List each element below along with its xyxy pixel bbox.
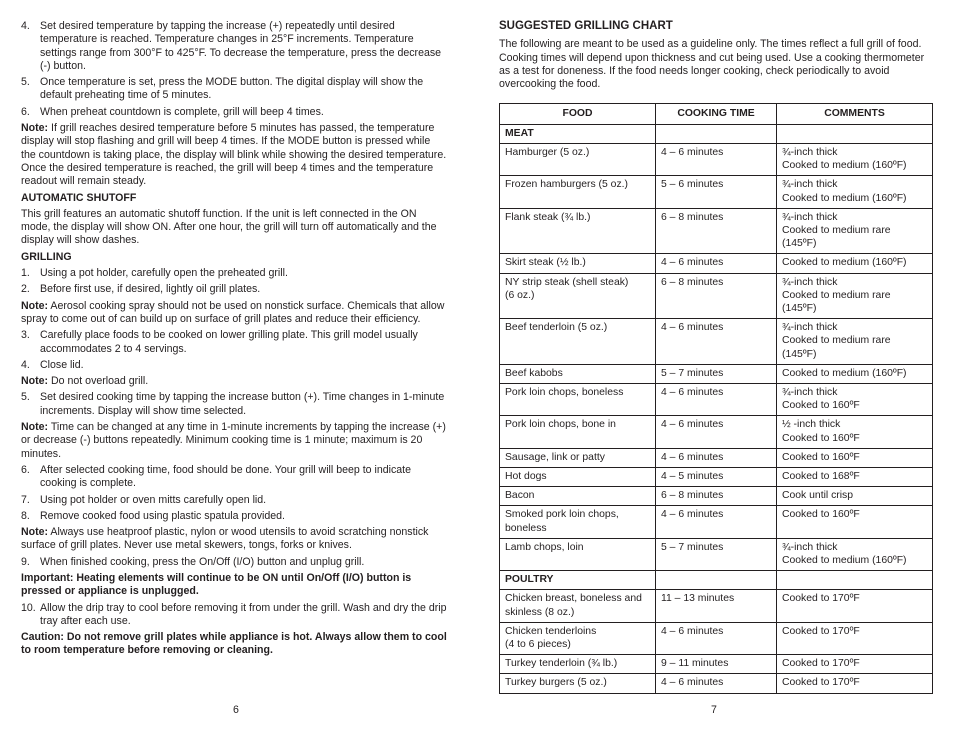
note-label: Note: [21,421,49,434]
cell-food: Pork loin chops, boneless [500,383,656,415]
table-row [500,506,933,538]
step-number: 9. [21,555,30,568]
table-header-row [500,104,933,124]
cell-comments: ¾-inch thick Cooked to medium (160ºF) [777,538,933,570]
left-page [21,20,447,661]
table-row [500,467,933,486]
instruction-step [21,510,447,523]
note-text: Do not overload grill. [48,375,149,388]
cell-time: 4 – 6 minutes [656,416,777,448]
instruction-step [21,329,447,356]
step-text: Set desired cooking time by tapping the increase button (+). Time changes in 1-minute increments. Display will show time selected. [40,391,445,417]
table-row [500,364,933,383]
cell-time: 9 – 11 minutes [656,655,777,674]
cell-comments: Cook until crisp [777,487,933,506]
step-number: 4. [21,358,30,371]
instruction-step [21,20,447,73]
cell-food: Beef kabobs [500,364,656,383]
cell-food: Frozen hamburgers (5 oz.) [500,176,656,208]
instruction-step [21,283,447,296]
note-paragraph [21,526,447,553]
cell-food: Bacon [500,487,656,506]
step-number: 6. [21,463,30,476]
cell-comments: Cooked to medium (160ºF) [777,364,933,383]
step-number: 3. [21,329,30,342]
table-row [500,655,933,674]
cell-food: MEAT [500,124,656,143]
instruction-step [21,76,447,103]
cell-food: Lamb chops, loin [500,538,656,570]
step-number: 5. [21,391,30,404]
step-number: 7. [21,493,30,506]
right-page [499,20,932,694]
cell-food: POULTRY [500,571,656,590]
cell-time: 4 – 6 minutes [656,254,777,273]
cell-time: 6 – 8 minutes [656,208,777,254]
cell-time [656,571,777,590]
step-number: 4. [21,20,30,32]
cell-food: Beef tenderloin (5 oz.) [500,319,656,365]
body-paragraph: This grill features an automatic shutoff function. If the unit is left connected in the ON mode, the display will show ON. After one hour, the grill will turn off automatically and the display will show dashes. [21,207,437,247]
cell-time [656,124,777,143]
step-text: Allow the drip tray to cool before removing it from under the grill. Wash and dry the drip tray after each use. [40,601,447,627]
header-food: FOOD [500,104,656,124]
note-text: If grill reaches desired temperature before 5 minutes has passed, the temperature display will stop flashing and grill will beep 4 times. If the MODE button is pressed while the countdown is taking place, the display will blink while showing the desired temperature. Once the desired temperature is reached, the grill will beep 4 times and the temperature readout will remain steady. [21,122,447,188]
table-section-row [500,124,933,143]
note-text: Aerosol cooking spray should not be used on nonstick surface. Chemicals that allow spray to come out of can build up on surface of grill plates and reduce their efficiency. [21,299,445,325]
table-row [500,143,933,175]
cell-comments: ¾-inch thick Cooked to medium (160ºF) [777,176,933,208]
cell-time: 4 – 6 minutes [656,674,777,693]
cell-time: 6 – 8 minutes [656,273,777,319]
cell-food: Hot dogs [500,467,656,486]
step-number: 10. [21,601,36,614]
cell-comments: ½ -inch thick Cooked to 160ºF [777,416,933,448]
note-paragraph [21,375,447,388]
cell-comments: Cooked to 160ºF [777,448,933,467]
cell-time: 5 – 7 minutes [656,364,777,383]
cell-comments: Cooked to 170ºF [777,590,933,622]
cell-time: 4 – 6 minutes [656,506,777,538]
cell-food: Chicken breast, boneless and skinless (8 oz.) [500,590,656,622]
table-row [500,448,933,467]
cell-comments [777,124,933,143]
cell-comments: ¾-inch thick Cooked to medium (160ºF) [777,143,933,175]
section-heading: GRILLING [21,250,72,263]
step-text: Remove cooked food using plastic spatula provided. [40,509,285,522]
step-number: 6. [21,105,30,118]
warning-paragraph: Important: Heating elements will continue to be ON until On/Off (I/O) button is pressed or appliance is unplugged. [21,571,412,598]
table-row [500,674,933,693]
step-text: Using a pot holder, carefully open the preheated grill. [40,267,288,280]
step-number: 2. [21,283,30,296]
grilling-chart-table [499,103,933,693]
header-comments: COMMENTS [777,104,933,124]
instruction-step [21,391,447,418]
cell-food: Skirt steak (½ lb.) [500,254,656,273]
instruction-step [21,602,447,629]
cell-time: 4 – 6 minutes [656,383,777,415]
step-number: 8. [21,509,30,522]
cell-comments [777,571,933,590]
cell-food: Smoked pork loin chops, boneless [500,506,656,538]
cell-comments: Cooked to 170ºF [777,655,933,674]
note-label: Note: [21,299,49,312]
table-row [500,487,933,506]
chart-intro: The following are meant to be used as a guideline only. The times reflect a full grill of food. Cooking times will depend upon thickness and cut being used. Use a cooking thermometer as a test for doneness. If the food needs longer cooking, check periodically to avoid overcooking the food. [499,38,925,91]
table-row [500,254,933,273]
step-text: Set desired temperature by tapping the increase (+) repeatedly until desired temperature is reached. Temperature changes in 25°F increments. Temperature settings range from 300°F to 425°F. To decrease the temperature, press the decrease (-) button. [40,20,442,72]
cell-comments: Cooked to 160ºF [777,506,933,538]
warning-paragraph: Caution: Do not remove grill plates while appliance is hot. Always allow them to cool to room temperature before removing or cleaning. [21,631,447,657]
step-text: Once temperature is set, press the MODE button. The digital display will show the default preheating time of 5 minutes. [40,76,424,102]
step-text: Using pot holder or oven mitts carefully open lid. [40,493,267,506]
cell-time: 4 – 5 minutes [656,467,777,486]
note-paragraph [21,421,447,461]
cell-comments: ¾-inch thick Cooked to medium rare (145ºF) [777,319,933,365]
cell-food: Chicken tenderloins (4 to 6 pieces) [500,622,656,654]
cell-time: 5 – 7 minutes [656,538,777,570]
chart-title: SUGGESTED GRILLING CHART [499,20,673,32]
step-text: Close lid. [40,358,84,371]
step-text: Before first use, if desired, lightly oil grill plates. [40,283,261,296]
cell-food: Turkey tenderloin (¾ lb.) [500,655,656,674]
page-number-left: 6 [233,704,239,716]
cell-food: Pork loin chops, bone in [500,416,656,448]
table-row [500,538,933,570]
cell-food: Sausage, link or patty [500,448,656,467]
cell-food: NY strip steak (shell steak) (6 oz.) [500,273,656,319]
table-row [500,319,933,365]
cell-time: 4 – 6 minutes [656,622,777,654]
note-text: Always use heatproof plastic, nylon or wood utensils to avoid scratching nonstick surface of grill plates. Never use metal skewers, tongs, forks or knives. [21,526,429,552]
cell-comments: ¾-inch thick Cooked to medium rare (145ºF) [777,208,933,254]
instruction-step [21,464,447,491]
cell-comments: Cooked to 170ºF [777,674,933,693]
note-text: Time can be changed at any time in 1-minute increments by tapping the increase (+) or decrease (-) buttons repeatedly. Minimum cooking time is 1 minute; maximum is 20 minutes. [21,421,446,460]
note-label: Note: [21,526,49,539]
cell-food: Hamburger (5 oz.) [500,143,656,175]
table-row [500,383,933,415]
cell-comments: ¾-inch thick Cooked to 160ºF [777,383,933,415]
instruction-step [21,267,447,280]
step-text: Carefully place foods to be cooked on lower grilling plate. This grill model usually accommodates 2 to 4 servings. [40,329,418,355]
table-row [500,590,933,622]
cell-food: Flank steak (¾ lb.) [500,208,656,254]
instruction-step [21,494,447,507]
step-text: After selected cooking time, food should be done. Your grill will beep to indicate cooking is complete. [40,463,412,490]
cell-time: 5 – 6 minutes [656,176,777,208]
cell-comments: ¾-inch thick Cooked to medium rare (145ºF) [777,273,933,319]
note-paragraph [21,122,447,188]
cell-comments: Cooked to 170ºF [777,622,933,654]
section-heading: AUTOMATIC SHUTOFF [21,191,137,204]
instruction-step [21,359,447,372]
instruction-step [21,106,447,119]
cell-time: 4 – 6 minutes [656,143,777,175]
cell-time: 6 – 8 minutes [656,487,777,506]
cell-comments: Cooked to medium (160ºF) [777,254,933,273]
table-row [500,208,933,254]
cell-comments: Cooked to 168ºF [777,467,933,486]
table-row [500,273,933,319]
table-row [500,176,933,208]
cell-time: 11 – 13 minutes [656,590,777,622]
instruction-step [21,556,447,569]
page-number-right: 7 [711,704,717,716]
note-label: Note: [21,122,49,135]
step-text: When finished cooking, press the On/Off (I/O) button and unplug grill. [40,555,365,568]
cell-time: 4 – 6 minutes [656,319,777,365]
note-label: Note: [21,375,49,388]
step-number: 1. [21,267,30,280]
header-cooking-time: COOKING TIME [656,104,777,124]
step-number: 5. [21,76,30,89]
table-section-row [500,571,933,590]
cell-food: Turkey burgers (5 oz.) [500,674,656,693]
note-paragraph [21,300,447,327]
cell-time: 4 – 6 minutes [656,448,777,467]
table-row [500,416,933,448]
step-text: When preheat countdown is complete, grill will beep 4 times. [40,105,324,118]
table-row [500,622,933,654]
